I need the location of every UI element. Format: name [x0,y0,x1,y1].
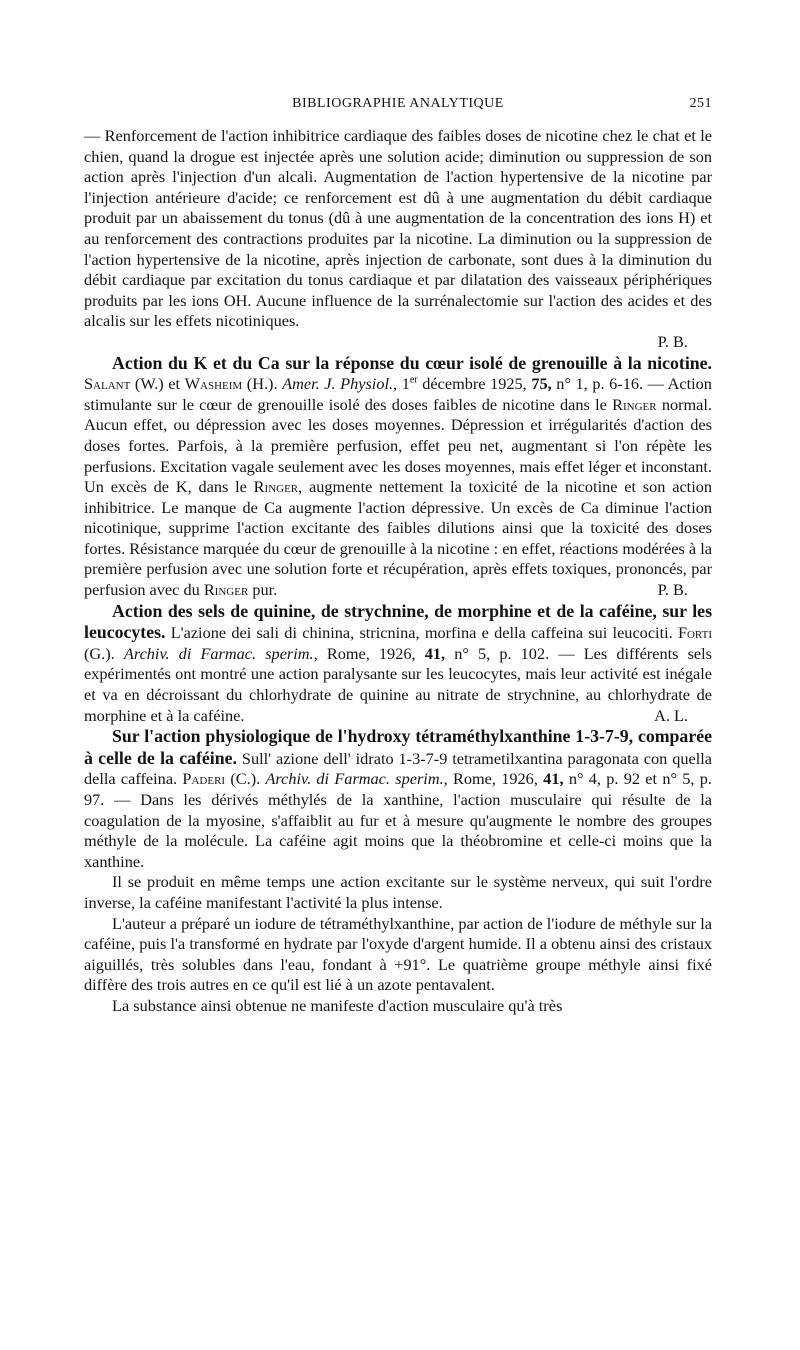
ringer-term: Ringer [203,580,249,600]
entry-quinine-leucocytes [84,601,712,727]
entry-potassium-calcium [84,353,712,601]
continuation-text: — Renforcement de l'action inhibitrice cardiaque des faibles doses de nicotine chez le chat et le chien, quand la drogue est injectée après une solution acide; diminution ou suppression de son action après l'injection d'un alcali. Augmentation de l'action hypertensive de la nicotine par l'injection antérieure d'acide; ce renforcement est dû à une augmentation du débit cardiaque produit par un abaissement du tonus (dû à une augmentation de la concentration des ions H) et au renforcement des contractions produites par la nicotine. La diminution ou la suppression de l'action hypertensive de la nicotine, après injection de carbonate, sont dues à la diminution du débit cardiaque par excitation du tonus cardiaque et par dilatation des vaisseaux périphériques produits par les ions OH. Aucune influence de la surrénalectomie sur l'action des acides et des alcalis sur les effets nicotiniques. [84,126,712,331]
journal-name: Archiv. di Farmac. sperim., [123,643,318,663]
volume-number: 41, [543,769,564,789]
abstract-text: — Action stimulante sur le cœur de grenouille isolé des doses faibles de nicotine dans le [84,374,712,414]
ringer-term: Ringer [612,394,657,414]
author-initials: (H.). [246,374,278,394]
volume-number: 41, [424,643,446,663]
paragraph-substance: La substance ainsi obtenue ne manifeste d'action musculaire qu'à très [112,995,563,1015]
entry-signature: A. L. [654,705,688,725]
page-header [84,96,712,120]
author-initials: (W.) et [134,374,181,394]
volume-number: 75, [531,374,552,394]
continuation-paragraph [84,126,712,332]
abstract-text: — Dans les dérivés méthylés de la xanthine, l'action musculaire qui résulte de la coagulation de la myosine, s'affaiblit au fur et à mesure qu'augmente le nombre des groupes méthyle de la molécule. La caféine agit moins que la théobromine et celle-ci moins que la xanthine. [84,790,712,871]
author-name: Forti [677,623,712,643]
abstract-text: augmente nettement la toxicité de la nicotine et son action inhibitrice. Le manque de Ca augmente l'action dépressive. Un excès de Ca diminue l'action nicotinique, supprime l'action excitante des faibles dilutions ainsi que la toxicité des doses fortes. Résistance marquée du cœur de grenouille à la nicotine : en effet, réactions modérées à la première perfusion avec une solution forte et récupération, après effets toxiques, prononcés, par perfusion avec du [84,477,713,600]
entry-title: Action du K et du Ca sur la réponse du cœur isolé de grenouille à la nicotine. [112,352,712,373]
italian-title: L'azione dei sali di chinina, stricnina, morfina e della caffeina sui leucociti. [170,623,673,643]
author-name: Salant [84,374,131,394]
place-year: Rome, 1926, [453,769,538,789]
issue-pages: n° 1, p. 6-16. [556,374,644,394]
abstract-text: normal. Aucun effet, ou dépression avec les doses moyennes. Dépression et irrégularités d'action des doses fortes. Parfois, à la première perfusion, effet peu net, augmentant si l'on répète les perfusions. Excitation vagale seulement avec les doses moyennes, mais effet léger et inconstant. Un excès de K, dans le [84,394,712,497]
paragraph-nervous-system: Il se produit en même temps une action excitante sur le système nerveux, qui suit l'ordre inverse, la caféine manifestant l'activité la plus intense. [84,872,712,912]
date-month-year: décembre 1925, [422,374,527,394]
issue-pages: n° 5, p. 102. [454,643,550,663]
author-name: Paderi [182,769,226,789]
continuation-signature: P. B. [657,331,688,351]
italian-title: Sull' azione dell' idrato 1-3-7-9 tetrametilxantina paragonata con quella della caffeina. [84,748,712,789]
abstract-text: — Les différents sels expérimentés ont montré une action paralysante sur les leucocytes, mais leur activité est inégale et va en décroissant du chlorhydrate de quinine au nitrate de strychnine, au chlorhydrate de morphine et à la caféine. [84,643,713,725]
author-initials: (G.). [84,643,115,663]
page-number: 251 [689,96,712,111]
issue-pages: n° 4, p. 92 et n° 5, p. 97. [84,769,712,809]
entry-signature: P. B. [657,580,688,600]
abstract-text: pur. [252,580,278,600]
author-initials: (C.). [230,769,261,789]
paragraph-preparation: L'auteur a préparé un iodure de tétraméthylxanthine, par action de l'iodure de méthyle sur la caféine, puis l'a transformé en hydrate par l'oxyde d'argent humide. Il a obtenu ainsi des cristaux aiguillés, très solubles dans l'eau, fondant à +91°. Le quatrième groupe méthyle ainsi fixé diffère des trois autres en ce qu'il est lié à un azote pentavalent. [84,913,712,995]
journal-name: Amer. J. Physiol., [282,374,398,394]
page-body [84,126,712,1017]
running-title: BIBLIOGRAPHIE ANALYTIQUE [292,96,504,111]
entry-title: Action des sels de quinine, de strychnine, de morphine et de la caféine, sur les leucocytes. [84,600,712,643]
ringer-term: Ringer, [253,477,303,497]
author-name: Washeim [184,374,243,394]
entry-tetramethylxanthine [84,726,712,872]
place-year: Rome, 1926, [326,643,416,663]
date-day: 1 [401,374,410,394]
journal-name: Archiv. di Farmac. sperim., [265,769,448,789]
date-ordinal: er [409,374,418,386]
entry-title: Sur l'action physiologique de l'hydroxy tétraméthylxanthine 1-3-7-9, comparée à celle de la caféine. [84,726,712,768]
